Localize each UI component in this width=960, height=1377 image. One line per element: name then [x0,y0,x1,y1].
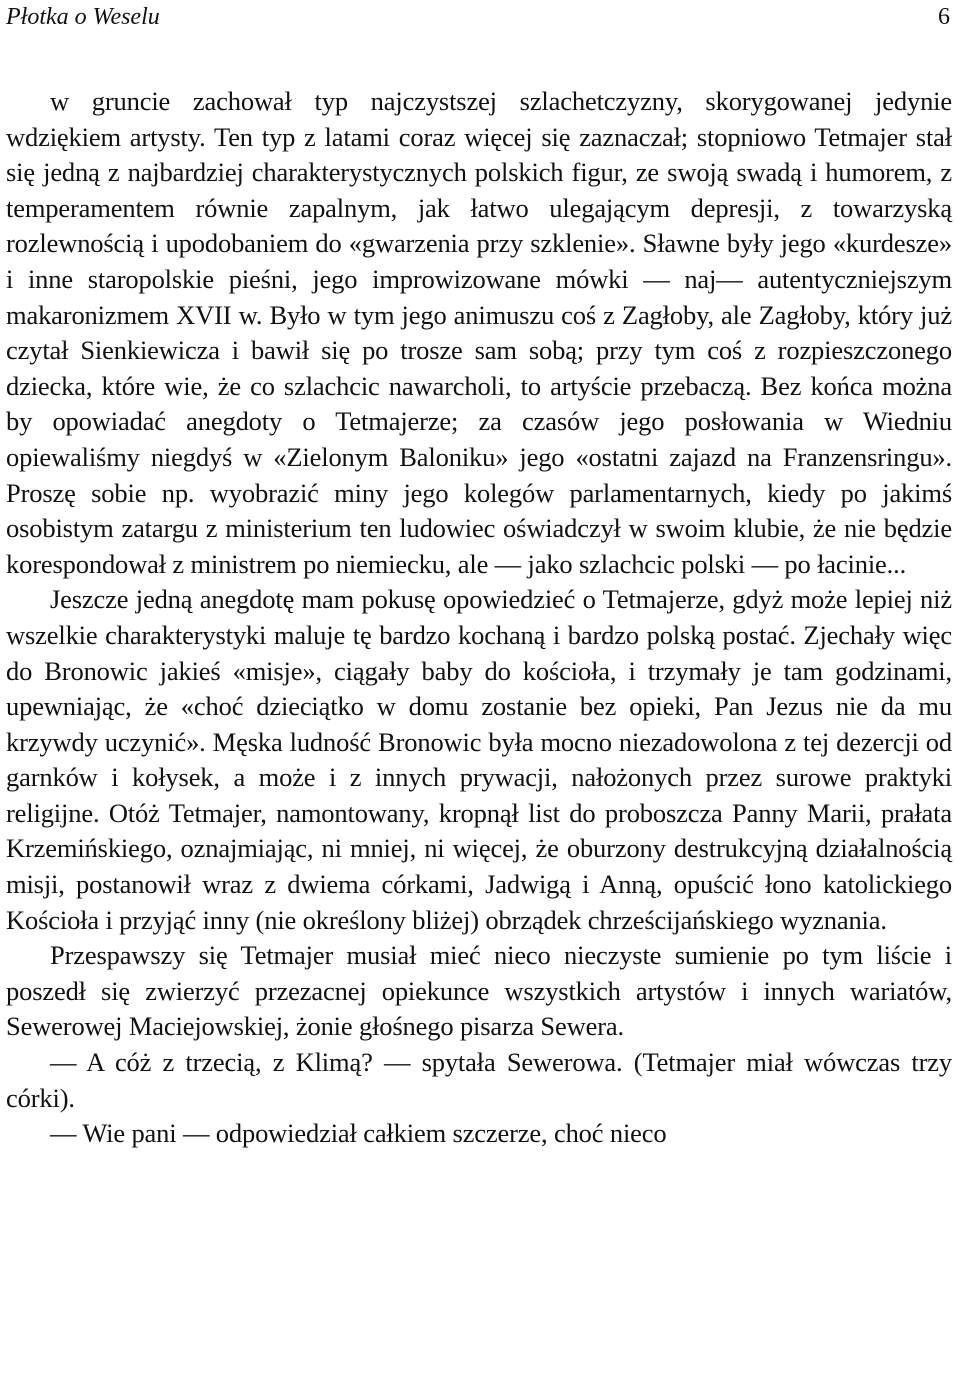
running-header [6,2,950,32]
paragraph: Jeszcze jedną anegdotę mam pokusę opowiedzieć o Tetmajerze, gdyż może lepiej niż wszelkie charakterystyki maluje tę bardzo kochaną i bardzo polską postać. Zjechały więc do Bronowic jakieś «misje», ciągały baby do kościoła, i trzymały je tam godzinami, upewniając, że «choć dzieciątko w domu zostanie bez opieki, Pan Jezus nie da mu krzywdy uczynić». Męska ludność Bronowic była mocno niezadowolona z tej dezercji od garnków i kołysek, a może i z innych prywacji, nałożonych przez surowe praktyki religijne. Otóż Tetmajer, namontowany, kropnął list do proboszcza Panny Marii, prałata Krzemińskiego, oznajmiając, ni mniej, ni więcej, że oburzony destrukcyjną działalnością misji, postanowił wraz z dwiema córkami, Jadwigą i Anną, opuścić łono katolickiego Kościoła i przyjąć inny (nie określony bliżej) obrządek chrześcijańskiego wyznania. [6,584,952,935]
paragraph: w gruncie zachował typ najczystszej szlachetczyzny, skorygowanej jedynie wdziękiem artysty. Ten typ z latami coraz więcej się zaznaczał; stopniowo Tetmajer stał się jedną z najbardziej charakterystycznych polskich figur, ze swoją swadą i humorem, z temperamentem równie zapalnym, jak łatwo ulegającym depresji, z towarzyską rozlewnością i upodobaniem do «gwarzenia przy szklenie». Sławne były jego «kurdesze» i inne staropolskie pieśni, jego improwizowane mówki — naj— autentyczniejszym makaronizmem XVII w. Było w tym jego animuszu coś z Zagłoby, ale Zagłoby, który już czytał Sienkiewicza i bawił się po trosze sam sobą; przy tym coś z rozpieszczonego dziecka, które wie, że co szlachcic nawarcholi, to artyście przebaczą. Bez końca można by opowiadać anegdoty o Tetmajerze; za czasów jego posłowania w Wiedniu opiewaliśmy niegdyś w «Zielonym Baloniku» jego «ostatni zajazd na Franzensringu». Proszę sobie np. wyobrazić miny jego kolegów parlamentarnych, kiedy po jakimś osobistym zatargu z ministerium ten ludowiec oświadczył w swoim klubie, że nie będzie korespondował z ministrem po niemiecku, ale — jako szlachcic polski — po łacinie... [6,86,952,579]
body-text [6,84,952,1152]
paragraph: — A cóż z trzecią, z Klimą? — spytała Sewerowa. (Tetmajer miał wówczas trzy córki). [6,1047,952,1113]
header-title: Płotka o Weselu [6,4,160,30]
paragraph: Przespawszy się Tetmajer musiał mieć nieco nieczyste sumienie po tym liście i poszedł się zwierzyć przezacnej opiekunce wszystkich artystów i innych wariatów, Sewerowej Maciejowskiej, żonie głośnego pisarza Sewera. [6,940,952,1042]
paragraph: — Wie pani — odpowiedział całkiem szczerze, choć nieco [50,1118,667,1149]
page-number: 6 [938,4,950,30]
